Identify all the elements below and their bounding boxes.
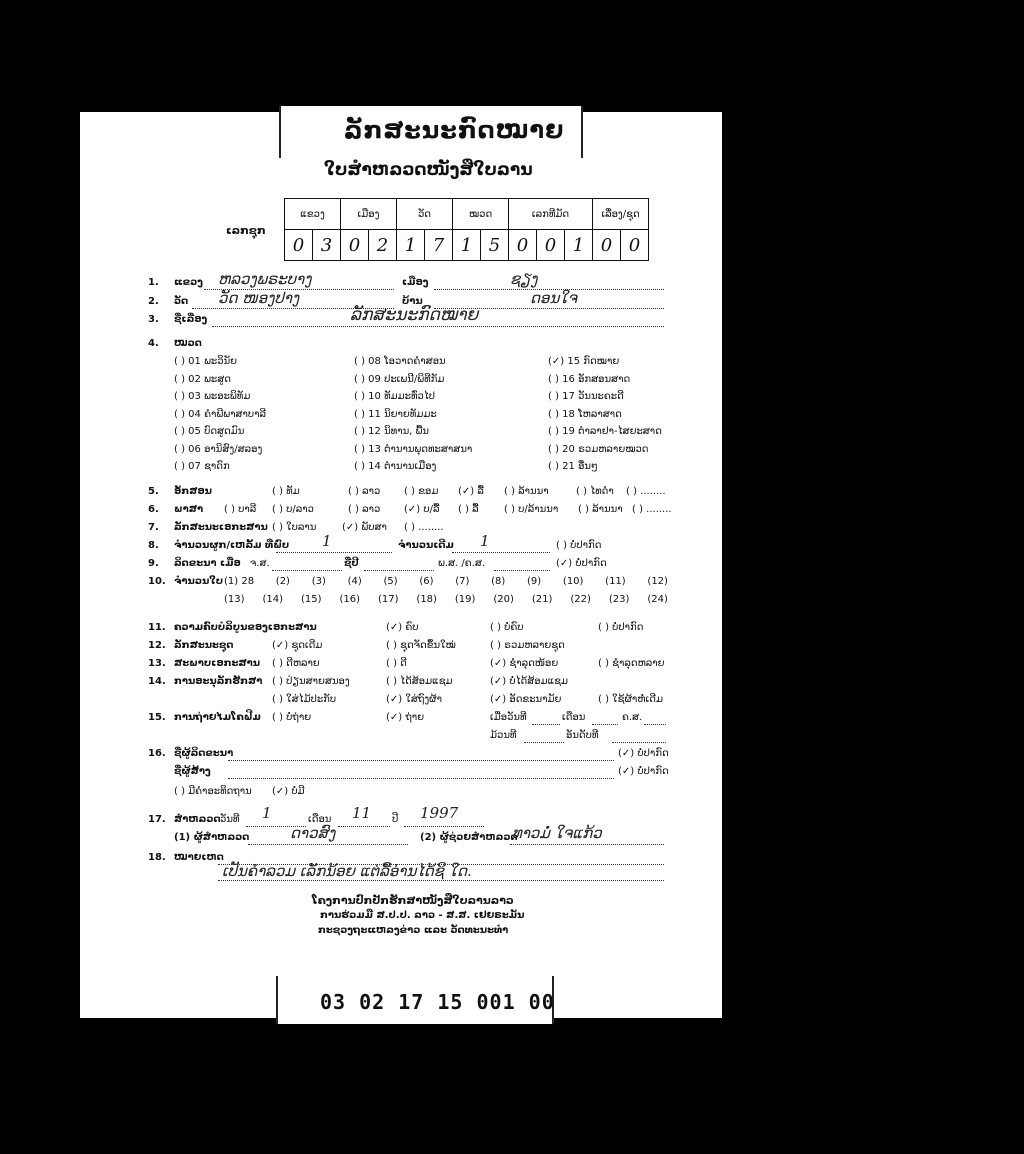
material-label: ລັກສະນະເອກະສານ: [174, 522, 268, 533]
set-type-option[interactable]: ( ) ຣວມຫລາຍຊຸດ: [490, 640, 565, 651]
microfilm-option[interactable]: (✓) ຖ່າຍ: [386, 712, 425, 723]
field-number: 11.: [148, 622, 166, 633]
script-label: ອັກສອນ: [174, 486, 212, 497]
field-number: 4.: [148, 338, 159, 349]
prayer-option[interactable]: ( ) ມີຄຳອະທິດຖານ: [174, 786, 252, 797]
page-title: ລັກສະນະກົດໝາຍ: [344, 116, 565, 144]
field-number: 3.: [148, 314, 159, 325]
preservation-option[interactable]: ( ) ໃສ່ໄມ້ປະກັບ: [272, 694, 337, 705]
material-option[interactable]: ( ) ........: [404, 522, 444, 533]
original-count-value: 1: [480, 532, 490, 550]
category-option[interactable]: ( ) 18 ໂຫລາສາດ: [548, 408, 622, 420]
field-number: 9.: [148, 558, 159, 569]
field-number: 15.: [148, 712, 166, 723]
code-header: ວັດ: [397, 199, 453, 230]
condition-option[interactable]: ( ) ຊຳລຸດຫລາຍ: [598, 658, 665, 669]
code-digit: 0: [509, 230, 537, 261]
village-label: ບ້ານ: [402, 296, 423, 307]
completeness-label: ຄວາມຄົບບໍລິບູນຂອງເອກະສານ: [174, 622, 317, 633]
leaf-count-cell: (23): [608, 594, 630, 605]
category-column-1: [174, 353, 266, 476]
category-column-2: [354, 353, 472, 476]
script-option[interactable]: (✓) ລື້: [458, 486, 484, 497]
leaf-count-cell: (3): [311, 576, 326, 587]
code-label: ເລກຊຸກ: [226, 224, 266, 237]
script-option[interactable]: ( ) ລາວ: [348, 486, 381, 497]
surveyor-label: (1) ຜູ້ສຳຫລວດ: [174, 832, 250, 843]
footer-project: ໂຄງການປົກປັກຮັກສາໜັງສືໃບລານລາວ: [312, 894, 514, 907]
code-header: ເລກທີມັດ: [509, 199, 593, 230]
province-value: ຫລວງພຣະບາງ: [218, 270, 312, 288]
district-value: ຊຽງ: [510, 270, 538, 288]
code-digit: 1: [397, 230, 425, 261]
preservation-option[interactable]: ( ) ໃຊ້ຜ້າຫໍ່ເດີມ: [598, 694, 663, 705]
temple-value: ວັດ ໜອງປາງ: [218, 289, 300, 307]
category-option[interactable]: ( ) 06 ອານິສົງ/ສລອງ: [174, 443, 263, 455]
survey-month-label: ເດືອນ: [308, 814, 332, 825]
preservation-option[interactable]: ( ) ໄດ້ສ້ອມແຊມ: [386, 676, 453, 687]
not-shown-option[interactable]: (✓) ບໍ່ປາກົດ: [556, 558, 607, 569]
category-option[interactable]: ( ) 08 ໂອວາດຄຳສອນ: [354, 356, 446, 367]
leaf-count-cell: (12): [647, 576, 668, 587]
language-option[interactable]: ( ) ບາລີ: [224, 504, 257, 515]
leaf-count-cell: (4): [347, 576, 362, 587]
code-digit: 1: [453, 230, 481, 261]
category-option[interactable]: ( ) 07 ຊາດົກ: [174, 461, 230, 472]
leaf-count-cell: (10): [562, 576, 584, 587]
district-label: ເມືອງ: [402, 277, 429, 288]
leaf-count-cell: (7): [455, 576, 470, 587]
category-option[interactable]: ( ) 17 ວັນນະຄະດີ: [548, 391, 624, 402]
category-option[interactable]: ( ) 14 ຕຳນານເມືອງ: [354, 461, 437, 472]
survey-month-value: 11: [352, 804, 372, 822]
leaf-count-cell: (1) 28: [224, 576, 255, 587]
condition-label: ສະພາບເອກະສານ: [174, 658, 261, 669]
field-number: 6.: [148, 504, 159, 515]
code-digit: 0: [341, 230, 369, 261]
original-count-label: ຈຳນວນເດີມ: [398, 540, 454, 551]
set-type-option[interactable]: ( ) ຊຸດຈັດຂຶ້ນໃໝ່: [386, 640, 456, 651]
leaf-count-row-1: [224, 576, 668, 587]
leaf-count-cell: (6): [419, 576, 434, 587]
category-option[interactable]: ( ) 20 ຣວມຫລາຍໝວດ: [548, 443, 649, 455]
category-option[interactable]: ( ) 11 ນິຍາຍທັມມະ: [354, 408, 437, 420]
surveyor-value: ດາວສົງ: [290, 824, 336, 842]
category-column-3: [548, 353, 662, 476]
script-option[interactable]: ( ) ຂອມ: [404, 486, 439, 497]
title-value: ລັກສະນະກົດໝາຍ: [350, 305, 479, 325]
field-number: 10.: [148, 576, 166, 587]
survey-day-label: ວັນທີ: [220, 814, 240, 825]
field-number: 7.: [148, 522, 159, 533]
category-option[interactable]: ( ) 21 ອື່ນໆ: [548, 461, 598, 472]
cs-era-label: ຈ.ສ.: [250, 558, 270, 569]
be-ad-label: ພ.ສ. /ຄ.ສ.: [438, 558, 486, 569]
category-option[interactable]: ( ) 12 ນິທານ, ພື້ນ: [354, 426, 429, 437]
footer-cooperation: ການຮ່ວມມື ສ.ປ.ປ. ລາວ - ສ.ສ. ເຢຍຣະມັນ: [320, 910, 525, 921]
code-digit: 5: [481, 230, 509, 261]
assistant-label: (2) ຜູ້ຊ່ວຍສຳຫລວດ: [420, 832, 518, 843]
village-value: ດອນໃຈ: [530, 289, 578, 307]
completeness-option[interactable]: ( ) ບໍ່ປາກົດ: [598, 622, 644, 633]
leaf-count-cell: (9): [527, 576, 542, 587]
microfilm-label: ການຖ່າຍໄມໂຄຟີມ: [174, 712, 261, 723]
material-option[interactable]: (✓) ພັບສາ: [342, 522, 387, 533]
leaf-count-cell: (17): [377, 594, 399, 605]
category-option[interactable]: ( ) 01 ພະວິນັຍ: [174, 356, 238, 367]
field-number: 18.: [148, 852, 166, 863]
leaf-count-cell: (5): [383, 576, 398, 587]
condition-option[interactable]: ( ) ດີ: [386, 658, 407, 669]
code-digit: 0: [593, 230, 621, 261]
code-digit: 0: [537, 230, 565, 261]
condition-option[interactable]: ( ) ດີຫລາຍ: [272, 658, 320, 669]
frame-label: ອັນດັບທີ: [566, 730, 599, 741]
category-option[interactable]: ( ) 16 ອັກສອນສາດ: [548, 373, 631, 385]
code-digit: 1: [565, 230, 593, 261]
reel-label: ມ້ວນທີ: [490, 730, 517, 741]
code-header: ເມືອງ: [341, 199, 397, 230]
written-date-label: ລິດຂະນາ ເມື່ອ: [174, 558, 241, 569]
leaf-count-cell: (13): [224, 594, 245, 605]
leaf-count-cell: (20): [493, 594, 514, 605]
script-option[interactable]: ( ) ........: [626, 486, 666, 497]
microfilm-date-label: ເມື່ອວັນທີ: [490, 712, 527, 723]
category-option[interactable]: ( ) 03 ພະອະພິທັມ: [174, 391, 251, 402]
leaf-count-cell: (16): [339, 594, 360, 605]
footer-ministry: ກະຊວງຖະແຫລງຂ່າວ ແລະ ວັດທະນະທຳ: [318, 925, 509, 936]
preservation-option[interactable]: ( ) ປ່ຽນສາຍສນອງ: [272, 676, 350, 687]
category-option[interactable]: ( ) 04 ຄຳພີພາສາບາລີ: [174, 408, 267, 420]
preservation-option[interactable]: (✓) ບໍ່ໄດ້ສ້ອມແຊມ: [490, 676, 569, 687]
bundle-count-value: 1: [322, 532, 332, 550]
province-label: ແຂວງ: [174, 277, 203, 288]
assistant-value: ທາວມໍ່ ໃຈແກ້ວ: [512, 824, 602, 842]
sponsor-not-shown-option[interactable]: (✓) ບໍ່ປາກົດ: [618, 766, 669, 777]
language-option[interactable]: ( ) ລື້: [458, 504, 479, 515]
leaf-count-cell: (22): [570, 594, 591, 605]
language-option[interactable]: ( ) ບ/ລາວ: [272, 504, 314, 515]
leaf-count-cell: (11): [605, 576, 626, 587]
set-type-option[interactable]: (✓) ຊຸດເດີມ: [272, 640, 323, 651]
field-number: 16.: [148, 748, 166, 759]
category-label: ໝວດ: [174, 338, 202, 349]
code-header: ແຂວງ: [285, 199, 341, 230]
leaf-count-row-2: [224, 594, 668, 605]
leaf-count-cell: (2): [275, 576, 290, 587]
leaf-count-cell: (14): [262, 594, 284, 605]
field-number: 5.: [148, 486, 159, 497]
survey-year-label: ປີ: [392, 814, 399, 825]
scribe-label: ຊື່ຜູ້ລິດຂະນາ: [174, 748, 234, 759]
no-prayer-option[interactable]: (✓) ບໍ່ມີ: [272, 786, 305, 797]
leaf-count-cell: (8): [491, 576, 506, 587]
microfilm-option[interactable]: ( ) ບໍ່ຖ່າຍ: [272, 712, 312, 723]
field-number: 2.: [148, 296, 159, 307]
category-option[interactable]: ( ) 19 ຕຳລາຢາ-ໄສຍະສາດ: [548, 426, 662, 437]
completeness-option[interactable]: ( ) ບໍ່ຄົບ: [490, 622, 524, 633]
completeness-option[interactable]: (✓) ຄົບ: [386, 622, 419, 633]
category-option[interactable]: ( ) 05 ບົດສູດມົນ: [174, 426, 245, 437]
category-option[interactable]: (✓) 15 ກົດໝາຍ: [548, 356, 620, 367]
preservation-option[interactable]: (✓) ອັດຂະນາມັຍ: [490, 694, 562, 705]
scribe-not-shown-option[interactable]: (✓) ບໍ່ປາກົດ: [618, 748, 669, 759]
code-header: ເລື່ອງ/ຊຸດ: [593, 199, 649, 230]
not-shown-option[interactable]: ( ) ບໍ່ປາກົດ: [556, 540, 602, 551]
preservation-label: ການອະນຸລັກຮັກສາ: [174, 676, 263, 687]
year-name-label: ຊື່ປີ: [344, 558, 359, 569]
language-option[interactable]: ( ) ລາວ: [348, 504, 381, 515]
code-digit: 0: [621, 230, 649, 261]
condition-option[interactable]: (✓) ຊຳລຸດໜ້ອຍ: [490, 658, 559, 669]
title-label: ຊື່ເລື່ອງ: [174, 314, 208, 325]
script-option[interactable]: ( ) ທັມ: [272, 486, 300, 497]
category-option[interactable]: ( ) 02 ພະສູດ: [174, 373, 231, 385]
document-code: 03 02 17 15 001 00: [320, 990, 555, 1014]
category-option[interactable]: ( ) 09 ປະເພນີ/ພິທີກັມ: [354, 373, 445, 385]
field-number: 14.: [148, 676, 166, 687]
language-option[interactable]: ( ) ........: [632, 504, 672, 515]
script-option[interactable]: ( ) ໄທດຳ: [576, 486, 614, 497]
code-digit: 7: [425, 230, 453, 261]
page-subtitle: ໃບສຳຫລວດໜັງສືໃບລານ: [324, 160, 533, 180]
code-header: ໝວດ: [453, 199, 509, 230]
field-number: 12.: [148, 640, 166, 651]
category-option[interactable]: ( ) 13 ຕຳນານພຸດທະສາສນາ: [354, 443, 473, 455]
code-digit: 0: [285, 230, 313, 261]
field-number: 1.: [148, 277, 159, 288]
survey-label: ສຳຫລວດ: [174, 814, 221, 825]
temple-label: ວັດ: [174, 296, 189, 307]
code-table: [284, 198, 649, 261]
set-type-label: ລັກສະນະຊຸດ: [174, 640, 234, 651]
note-value: ເປັນຄຳລວມ ເລັກນ້ອຍ ແຕ່ລື້ອ່ານໄດ້ຊິ ໃດ.: [222, 862, 472, 880]
field-number: 13.: [148, 658, 166, 669]
language-label: ພາສາ: [174, 504, 204, 515]
field-number: 8.: [148, 540, 159, 551]
code-digit: 2: [369, 230, 397, 261]
language-option[interactable]: (✓) ບ/ລື້: [404, 504, 440, 515]
sponsor-label: ຊື່ຜູ້ສ້າງ: [174, 766, 211, 777]
script-option[interactable]: ( ) ລ້ານນາ: [504, 486, 549, 497]
leaf-count-cell: (15): [300, 594, 322, 605]
preservation-option[interactable]: (✓) ໃສ່ຖົງຜ້າ: [386, 694, 442, 705]
category-option[interactable]: ( ) 10 ທັມມະທົ່ວໄປ: [354, 391, 436, 402]
bundle-count-label: ຈຳນວນຜູກ/ເຫລັ້ມ ທີ່ພົບ: [174, 540, 290, 551]
microfilm-month-label: ເດືອນ: [562, 712, 586, 723]
code-digit: 3: [313, 230, 341, 261]
language-option[interactable]: ( ) ບ/ລ້ານນາ: [504, 504, 559, 515]
language-option[interactable]: ( ) ລ້ານນາ: [578, 504, 623, 515]
microfilm-year-label: ຄ.ສ.: [622, 712, 643, 723]
leaf-count-label: ຈຳນວນໃບ: [174, 576, 224, 587]
leaf-count-cell: (21): [531, 594, 553, 605]
leaf-count-cell: (19): [454, 594, 476, 605]
leaf-count-cell: (18): [416, 594, 437, 605]
note-label: ໝາຍເຫດ: [174, 852, 224, 863]
survey-day-value: 1: [262, 804, 272, 822]
leaf-count-cell: (24): [647, 594, 668, 605]
survey-year-value: 1997: [420, 804, 459, 822]
field-number: 17.: [148, 814, 166, 825]
material-option[interactable]: ( ) ໃບລານ: [272, 522, 317, 533]
